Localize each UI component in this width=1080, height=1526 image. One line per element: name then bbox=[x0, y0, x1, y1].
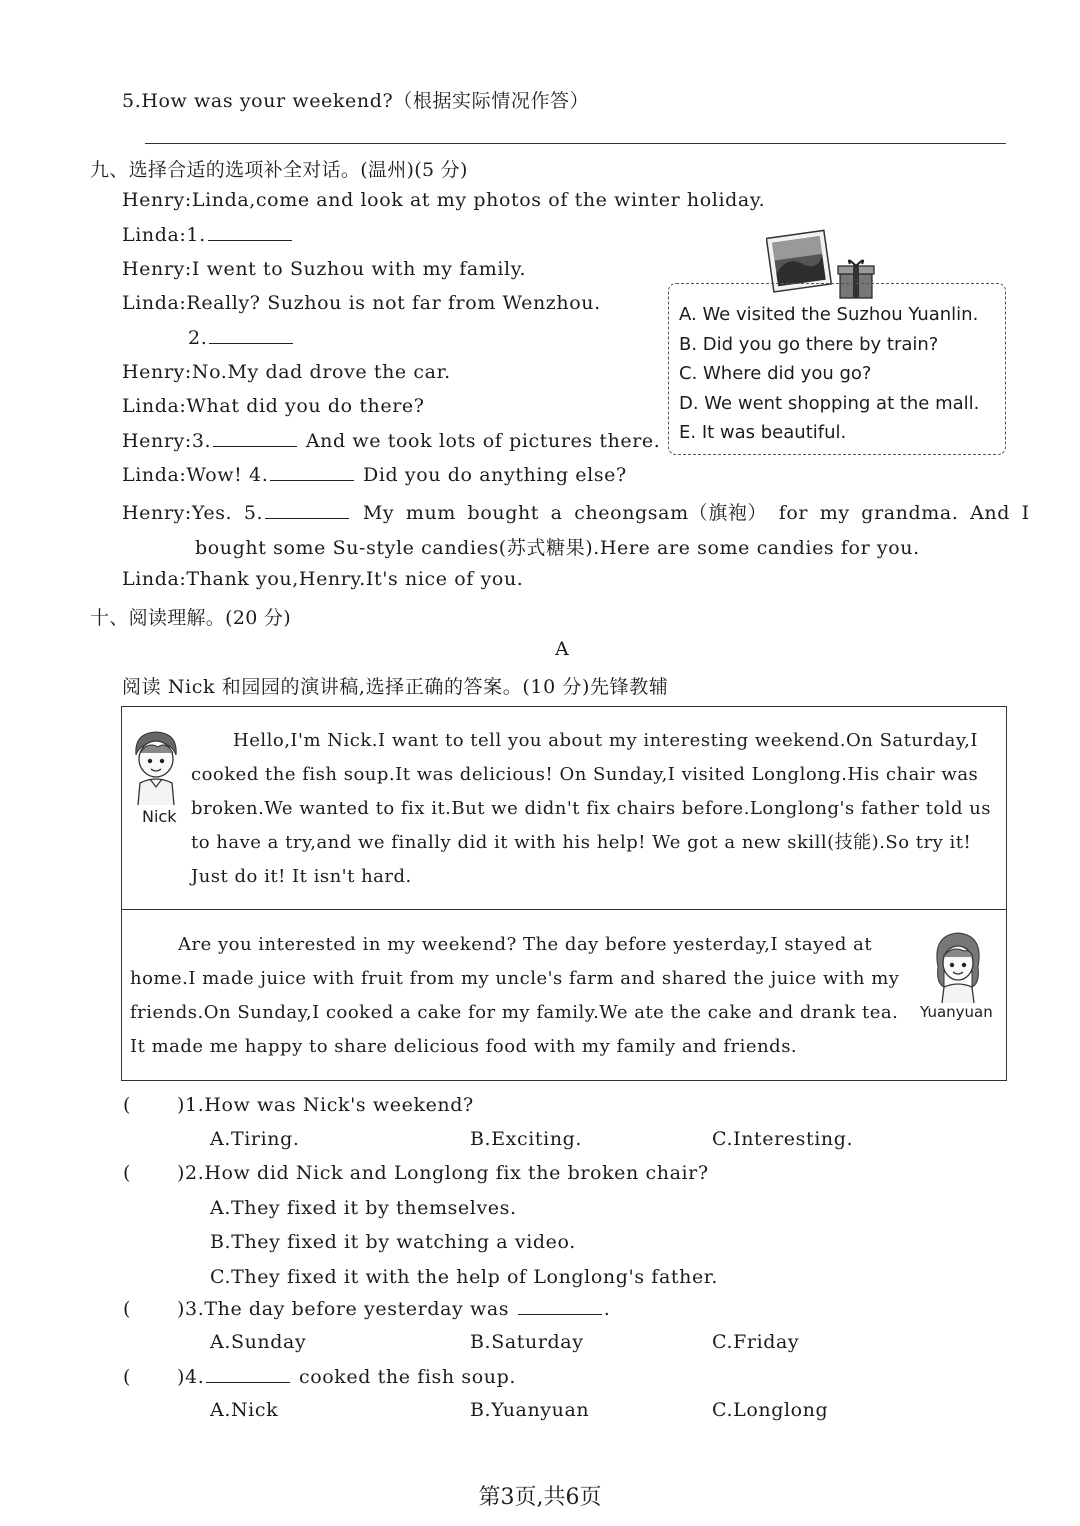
q4-answer-paren[interactable]: ( bbox=[123, 1366, 131, 1388]
passage-box bbox=[121, 706, 1007, 1081]
q1-option-a[interactable]: A.Tiring. bbox=[210, 1128, 300, 1150]
blank-1[interactable] bbox=[208, 239, 292, 241]
q2-option-b[interactable]: B.They fixed it by watching a video. bbox=[210, 1231, 576, 1253]
options-box bbox=[668, 283, 1006, 455]
option-e: E. It was beautiful. bbox=[679, 422, 847, 443]
page-number: 第3页,共6页 bbox=[478, 1485, 602, 1510]
yuanyuan-line-1: Are you interested in my weekend? The day before yesterday,I stayed at bbox=[178, 934, 873, 955]
option-d: D. We went shopping at the mall. bbox=[679, 393, 980, 414]
nick-line-5: Just do it! It isn't hard. bbox=[191, 866, 412, 887]
q4-option-a[interactable]: A.Nick bbox=[210, 1399, 279, 1421]
nick-line-2: cooked the fish soup.It was delicious! On Sunday,I visited Longlong.His chair was bbox=[191, 764, 979, 785]
nick-line-3: broken.We wanted to fix it.But we didn't fix chairs before.Longlong's father told us bbox=[191, 798, 992, 819]
option-c: C. Where did you go? bbox=[679, 363, 872, 384]
q3-answer-paren[interactable]: ( bbox=[123, 1298, 131, 1320]
blank-4[interactable] bbox=[270, 479, 354, 481]
blank-3[interactable] bbox=[213, 445, 297, 447]
yuanyuan-label: Yuanyuan bbox=[920, 1003, 993, 1021]
q4-text: )4. cooked the fish soup. bbox=[177, 1366, 516, 1388]
nick-line-1: Hello,I'm Nick.I want to tell you about my interesting weekend.On Saturday,I bbox=[233, 730, 978, 751]
nick-avatar-icon bbox=[128, 727, 184, 805]
dialogue-line-9: Linda:Wow! 4. Did you do anything else? bbox=[122, 464, 627, 486]
q4-blank[interactable] bbox=[206, 1381, 290, 1383]
q1-option-c[interactable]: C.Interesting. bbox=[712, 1128, 854, 1150]
answer-line bbox=[145, 143, 1006, 144]
part-label: A bbox=[555, 638, 570, 660]
dialogue-line-2: Linda:1. bbox=[122, 224, 294, 246]
dialogue-line-12: Linda:Thank you,Henry.It's nice of you. bbox=[122, 568, 524, 590]
option-a: A. We visited the Suzhou Yuanlin. bbox=[679, 304, 979, 325]
q2-option-a[interactable]: A.They fixed it by themselves. bbox=[210, 1197, 517, 1219]
reading-instruction: 阅读 Nick 和园园的演讲稿,选择正确的答案。(10 分)先锋教辅 bbox=[122, 676, 669, 698]
dialogue-line-4: Linda:Really? Suzhou is not far from Wenzhou. bbox=[122, 292, 601, 314]
dialogue-line-6: Henry:No.My dad drove the car. bbox=[122, 361, 451, 383]
q1-option-b[interactable]: B.Exciting. bbox=[470, 1128, 583, 1150]
yuanyuan-line-3: friends.On Sunday,I cooked a cake for my family.We ate the cake and drank tea. bbox=[130, 1002, 899, 1023]
q4-option-c[interactable]: C.Longlong bbox=[712, 1399, 829, 1421]
section9-heading: 九、选择合适的选项补全对话。(温州)(5 分) bbox=[90, 159, 468, 181]
option-b: B. Did you go there by train? bbox=[679, 334, 939, 355]
passage-divider bbox=[122, 909, 1006, 910]
nick-line-4: to have a try,and we finally did it with his help! We got a new skill(技能).So try it! bbox=[191, 832, 972, 853]
q2-answer-paren[interactable]: ( bbox=[123, 1162, 131, 1184]
q3-option-c[interactable]: C.Friday bbox=[712, 1331, 800, 1353]
q4-option-b[interactable]: B.Yuanyuan bbox=[470, 1399, 590, 1421]
dialogue-line-5: 2. bbox=[188, 327, 295, 349]
q3-option-b[interactable]: B.Saturday bbox=[470, 1331, 584, 1353]
q3-blank[interactable] bbox=[518, 1313, 602, 1315]
section10-heading: 十、阅读理解。(20 分) bbox=[90, 607, 291, 629]
yuanyuan-line-2: home.I made juice with fruit from my uncle's farm and shared the juice with my bbox=[130, 968, 900, 989]
q2-option-c[interactable]: C.They fixed it with the help of Longlong's father. bbox=[210, 1266, 719, 1288]
q2-text: )2.How did Nick and Longlong fix the broken chair? bbox=[177, 1162, 709, 1184]
dialogue-line-1: Henry:Linda,come and look at my photos of the winter holiday. bbox=[122, 189, 766, 211]
dialogue-line-3: Henry:I went to Suzhou with my family. bbox=[122, 258, 527, 280]
dialogue-line-11: bought some Su-style candies(苏式糖果).Here are some candies for you. bbox=[195, 537, 920, 559]
yuanyuan-avatar-icon bbox=[928, 927, 988, 1003]
dialogue-line-8: Henry:3. And we took lots of pictures there. bbox=[122, 430, 661, 452]
q1-answer-paren[interactable]: ( bbox=[123, 1094, 131, 1116]
q8-item5: 5.How was your weekend?（根据实际情况作答） bbox=[122, 90, 590, 112]
yuanyuan-line-4: It made me happy to share delicious food with my family and friends. bbox=[130, 1036, 798, 1057]
nick-label: Nick bbox=[142, 807, 177, 826]
q3-option-a[interactable]: A.Sunday bbox=[210, 1331, 307, 1353]
dialogue-line-10: Henry:Yes. 5. My mum bought a cheongsam（旗袍） for my grandma. And I bbox=[122, 502, 1030, 524]
blank-2[interactable] bbox=[209, 342, 293, 344]
q3-text: )3.The day before yesterday was . bbox=[177, 1298, 611, 1320]
q1-text: )1.How was Nick's weekend? bbox=[177, 1094, 474, 1116]
dialogue-line-7: Linda:What did you do there? bbox=[122, 395, 425, 417]
blank-5[interactable] bbox=[265, 517, 349, 519]
